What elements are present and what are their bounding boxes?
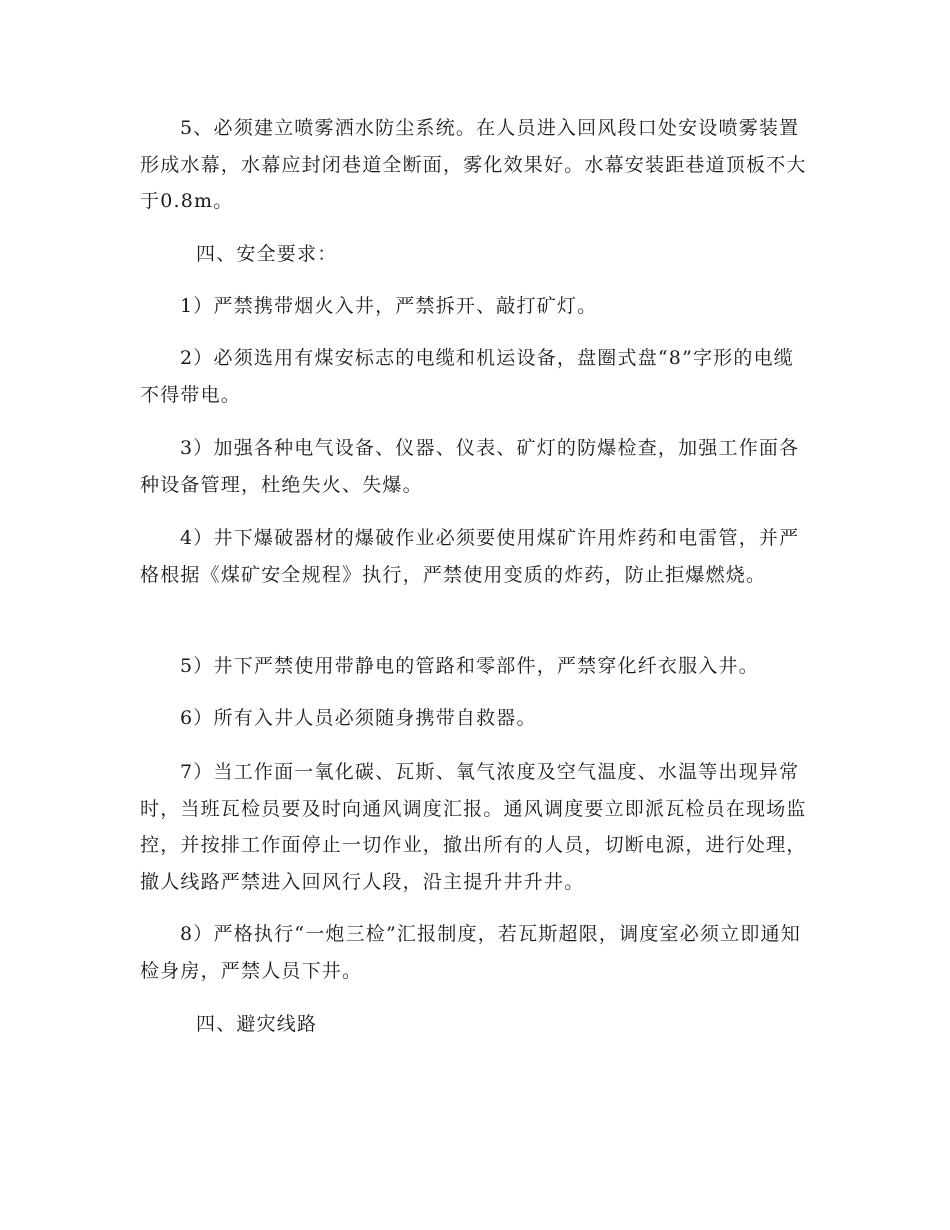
paragraph-dust-prevention: 5、必须建立喷雾洒水防尘系统。在人员进入回风段口处安设喷雾装置形成水幕，水幕应封闭巷道全断面，雾化效果好。水幕安装距巷道顶板不大于0.8m。 bbox=[140, 117, 807, 212]
paragraph-item-6: 6）所有入井人员必须随身携带自救器。 bbox=[180, 707, 537, 729]
paragraph-item-7: 7）当工作面一氧化碳、瓦斯、氧气浓度及空气温度、水温等出现异常时，当班瓦检员要及时向通风调度汇报。通风调度要立即派瓦检员在现场监控，并按排工作面停止一切作业，撤出所有的人员，切断电源，进行处理，撤人线路严禁进入回风行人段，沿主提升井升井。 bbox=[140, 761, 807, 893]
paragraph-item-8: 8）严格执行“一炮三检”汇报制度，若瓦斯超限，调度室必须立即通知检身房，严禁人员下井。 bbox=[140, 923, 801, 982]
paragraph-item-4: 4）井下爆破器材的爆破作业必须要使用煤矿许用炸药和电雷管，并严格根据《煤矿安全规程》执行，严禁使用变质的炸药，防止拒爆燃烧。 bbox=[140, 527, 800, 586]
paragraph-item-3: 3）加强各种电气设备、仪器、仪表、矿灯的防爆检查，加强工作面各种设备管理，杜绝失火、失爆。 bbox=[140, 437, 800, 496]
paragraph-item-2: 2）必须选用有煤安标志的电缆和机运设备，盘圈式盘“8”字形的电缆不得带电。 bbox=[140, 347, 795, 406]
paragraph-item-5: 5）井下严禁使用带静电的管路和零部件，严禁穿化纤衣服入井。 bbox=[180, 655, 759, 677]
section-heading-safety-requirements: 四、安全要求： bbox=[196, 243, 338, 265]
section-heading-evacuation-route: 四、避灾线路 bbox=[196, 1013, 318, 1035]
paragraph-item-1: 1）严禁携带烟火入井，严禁拆开、敲打矿灯。 bbox=[180, 295, 598, 317]
